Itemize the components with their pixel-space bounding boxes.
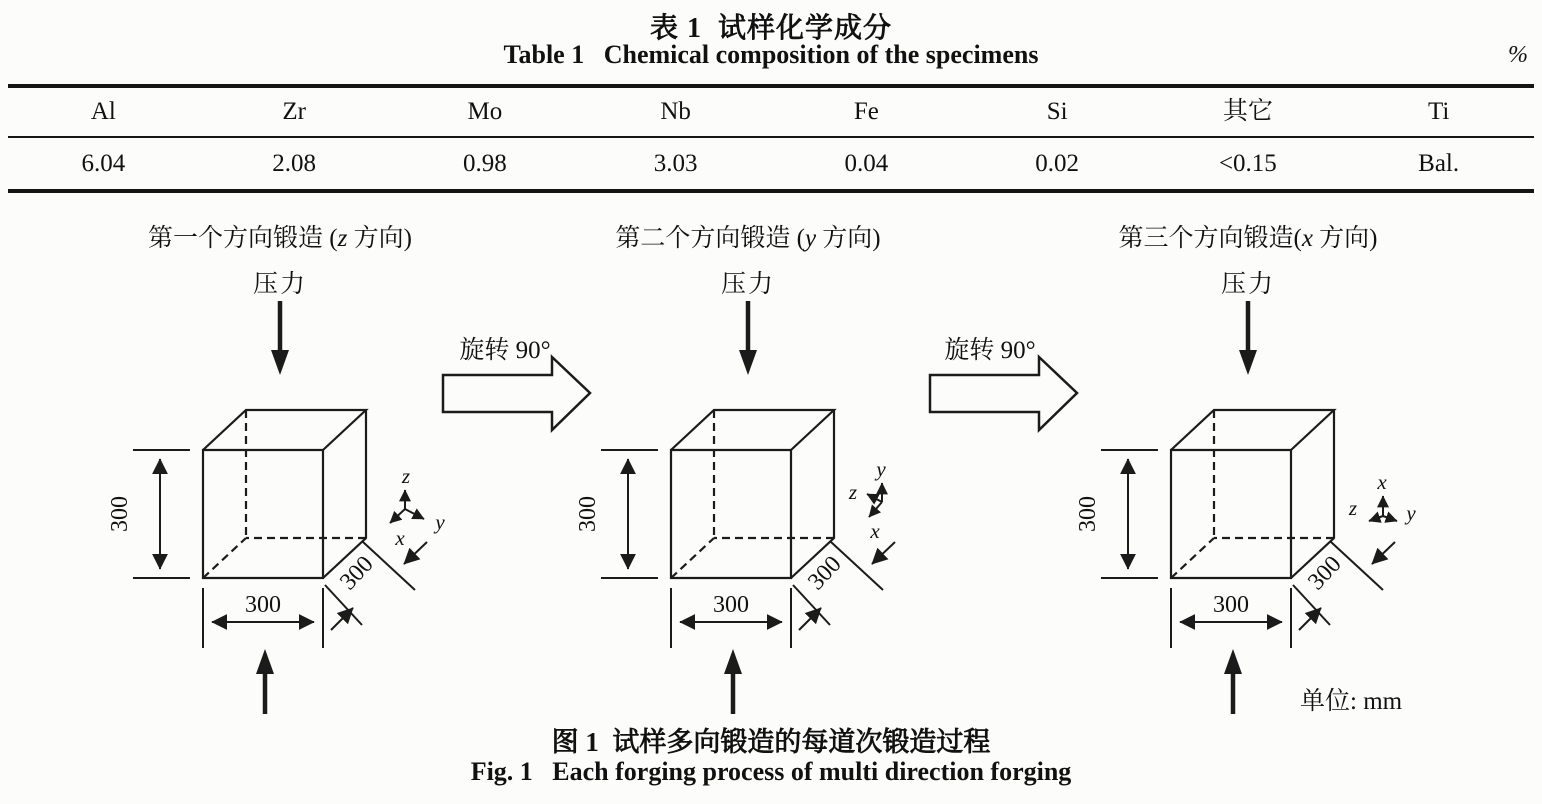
forging-unit-3-title xyxy=(998,218,1498,254)
value-cell: Bal. xyxy=(1418,150,1460,177)
pressure-label: 压力 xyxy=(720,271,775,298)
forging-step-diagram-3 xyxy=(1075,295,1418,725)
axis-label: x xyxy=(870,519,880,543)
height-dim-label: 300 xyxy=(107,496,133,532)
height-dimension xyxy=(1075,450,1158,578)
value-cell: 0.02 xyxy=(1035,150,1079,177)
table-data-row xyxy=(8,138,1534,189)
composition-table xyxy=(8,84,1534,193)
rotate-label: 旋转 90° xyxy=(944,337,1036,364)
table-title-en: Table 1 Chemical composition of the specimens xyxy=(503,40,1039,69)
forging-unit-1 xyxy=(30,218,530,730)
axis-label: y xyxy=(876,457,886,481)
width-dimension xyxy=(671,588,791,648)
axis-label: x xyxy=(395,526,405,550)
axis-letter: z xyxy=(337,225,348,252)
unit-note: 单位: mm xyxy=(1300,688,1403,715)
pressure-label: 压力 xyxy=(1220,271,1275,298)
title-text: 第一个方向锻造 ( xyxy=(148,225,338,252)
cube xyxy=(203,410,366,578)
coordinate-axes xyxy=(1348,470,1416,525)
title-text: 第三个方向锻造( xyxy=(1118,225,1302,252)
pressure-down-arrow xyxy=(739,301,757,375)
table-header-row xyxy=(8,88,1534,138)
title-text: 方向) xyxy=(1312,225,1378,252)
value-cell: <0.15 xyxy=(1218,150,1277,177)
table-title-cn: 表 1 试样化学成分 xyxy=(649,13,892,44)
pressure-up-arrow xyxy=(724,649,742,714)
width-dim-label: 300 xyxy=(245,592,281,618)
header-cell: 其它 xyxy=(1222,98,1273,125)
cube xyxy=(671,410,834,578)
figure-caption-cn: 图 1 试样多向锻造的每道次锻造过程 xyxy=(551,727,991,757)
value-cell: 0.04 xyxy=(844,150,889,177)
coordinate-axes xyxy=(390,464,445,550)
forging-step-diagram-2 xyxy=(575,295,918,725)
forging-unit-3 xyxy=(998,218,1498,730)
pressure-up-arrow xyxy=(256,649,274,714)
depth-dim-label: 300 xyxy=(1303,551,1347,596)
figure-caption-en: Fig. 1 Each forging process of multi direction forging xyxy=(470,757,1072,786)
height-dimension xyxy=(107,450,190,578)
header-cell: Al xyxy=(90,98,116,125)
height-dim-label: 300 xyxy=(575,496,601,532)
table-unit-percent: % xyxy=(1508,42,1528,68)
value-cell: 6.04 xyxy=(81,150,126,177)
axis-label: x xyxy=(1377,470,1387,494)
forging-unit-2-title xyxy=(498,218,998,254)
title-text: 方向) xyxy=(347,225,412,252)
header-cell: Ti xyxy=(1427,98,1450,125)
depth-dimension xyxy=(325,542,427,630)
forging-unit-1-title xyxy=(30,218,530,254)
depth-dim-label: 300 xyxy=(335,551,379,596)
header-cell: Nb xyxy=(660,98,691,125)
value-cell: 3.03 xyxy=(653,150,698,177)
header-cell: Mo xyxy=(467,98,503,125)
axis-letter: y xyxy=(804,225,817,252)
width-dim-label: 300 xyxy=(1213,592,1249,618)
header-cell: Zr xyxy=(282,98,306,125)
axis-label: y xyxy=(1406,501,1416,525)
width-dimension xyxy=(203,588,323,648)
pressure-down-arrow xyxy=(1239,301,1257,375)
depth-dimension xyxy=(1293,542,1395,630)
width-dimension xyxy=(1171,588,1291,648)
pressure-down-arrow xyxy=(271,301,289,375)
coordinate-axes xyxy=(848,457,886,543)
pressure-up-arrow xyxy=(1224,649,1242,714)
pressure-label: 压力 xyxy=(252,271,307,298)
height-dim-label: 300 xyxy=(1075,496,1101,532)
axis-label: z xyxy=(401,464,411,488)
title-text: 方向) xyxy=(816,225,881,252)
height-dimension xyxy=(575,450,658,578)
cube xyxy=(1171,410,1334,578)
title-text: 第二个方向锻造 ( xyxy=(615,225,805,252)
depth-dimension xyxy=(793,542,895,630)
forging-unit-2 xyxy=(498,218,998,730)
axis-label: z xyxy=(1348,496,1358,520)
axis-label: z xyxy=(848,480,858,504)
rotate-label: 旋转 90° xyxy=(459,337,551,364)
axis-letter: x xyxy=(1301,225,1313,252)
header-cell: Si xyxy=(1046,98,1068,125)
forging-step-diagram-1 xyxy=(107,295,450,725)
value-cell: 2.08 xyxy=(272,150,316,177)
header-cell: Fe xyxy=(853,98,879,125)
axis-label: y xyxy=(435,510,445,534)
depth-dim-label: 300 xyxy=(803,551,847,596)
width-dim-label: 300 xyxy=(713,592,749,618)
value-cell: 0.98 xyxy=(463,150,507,177)
